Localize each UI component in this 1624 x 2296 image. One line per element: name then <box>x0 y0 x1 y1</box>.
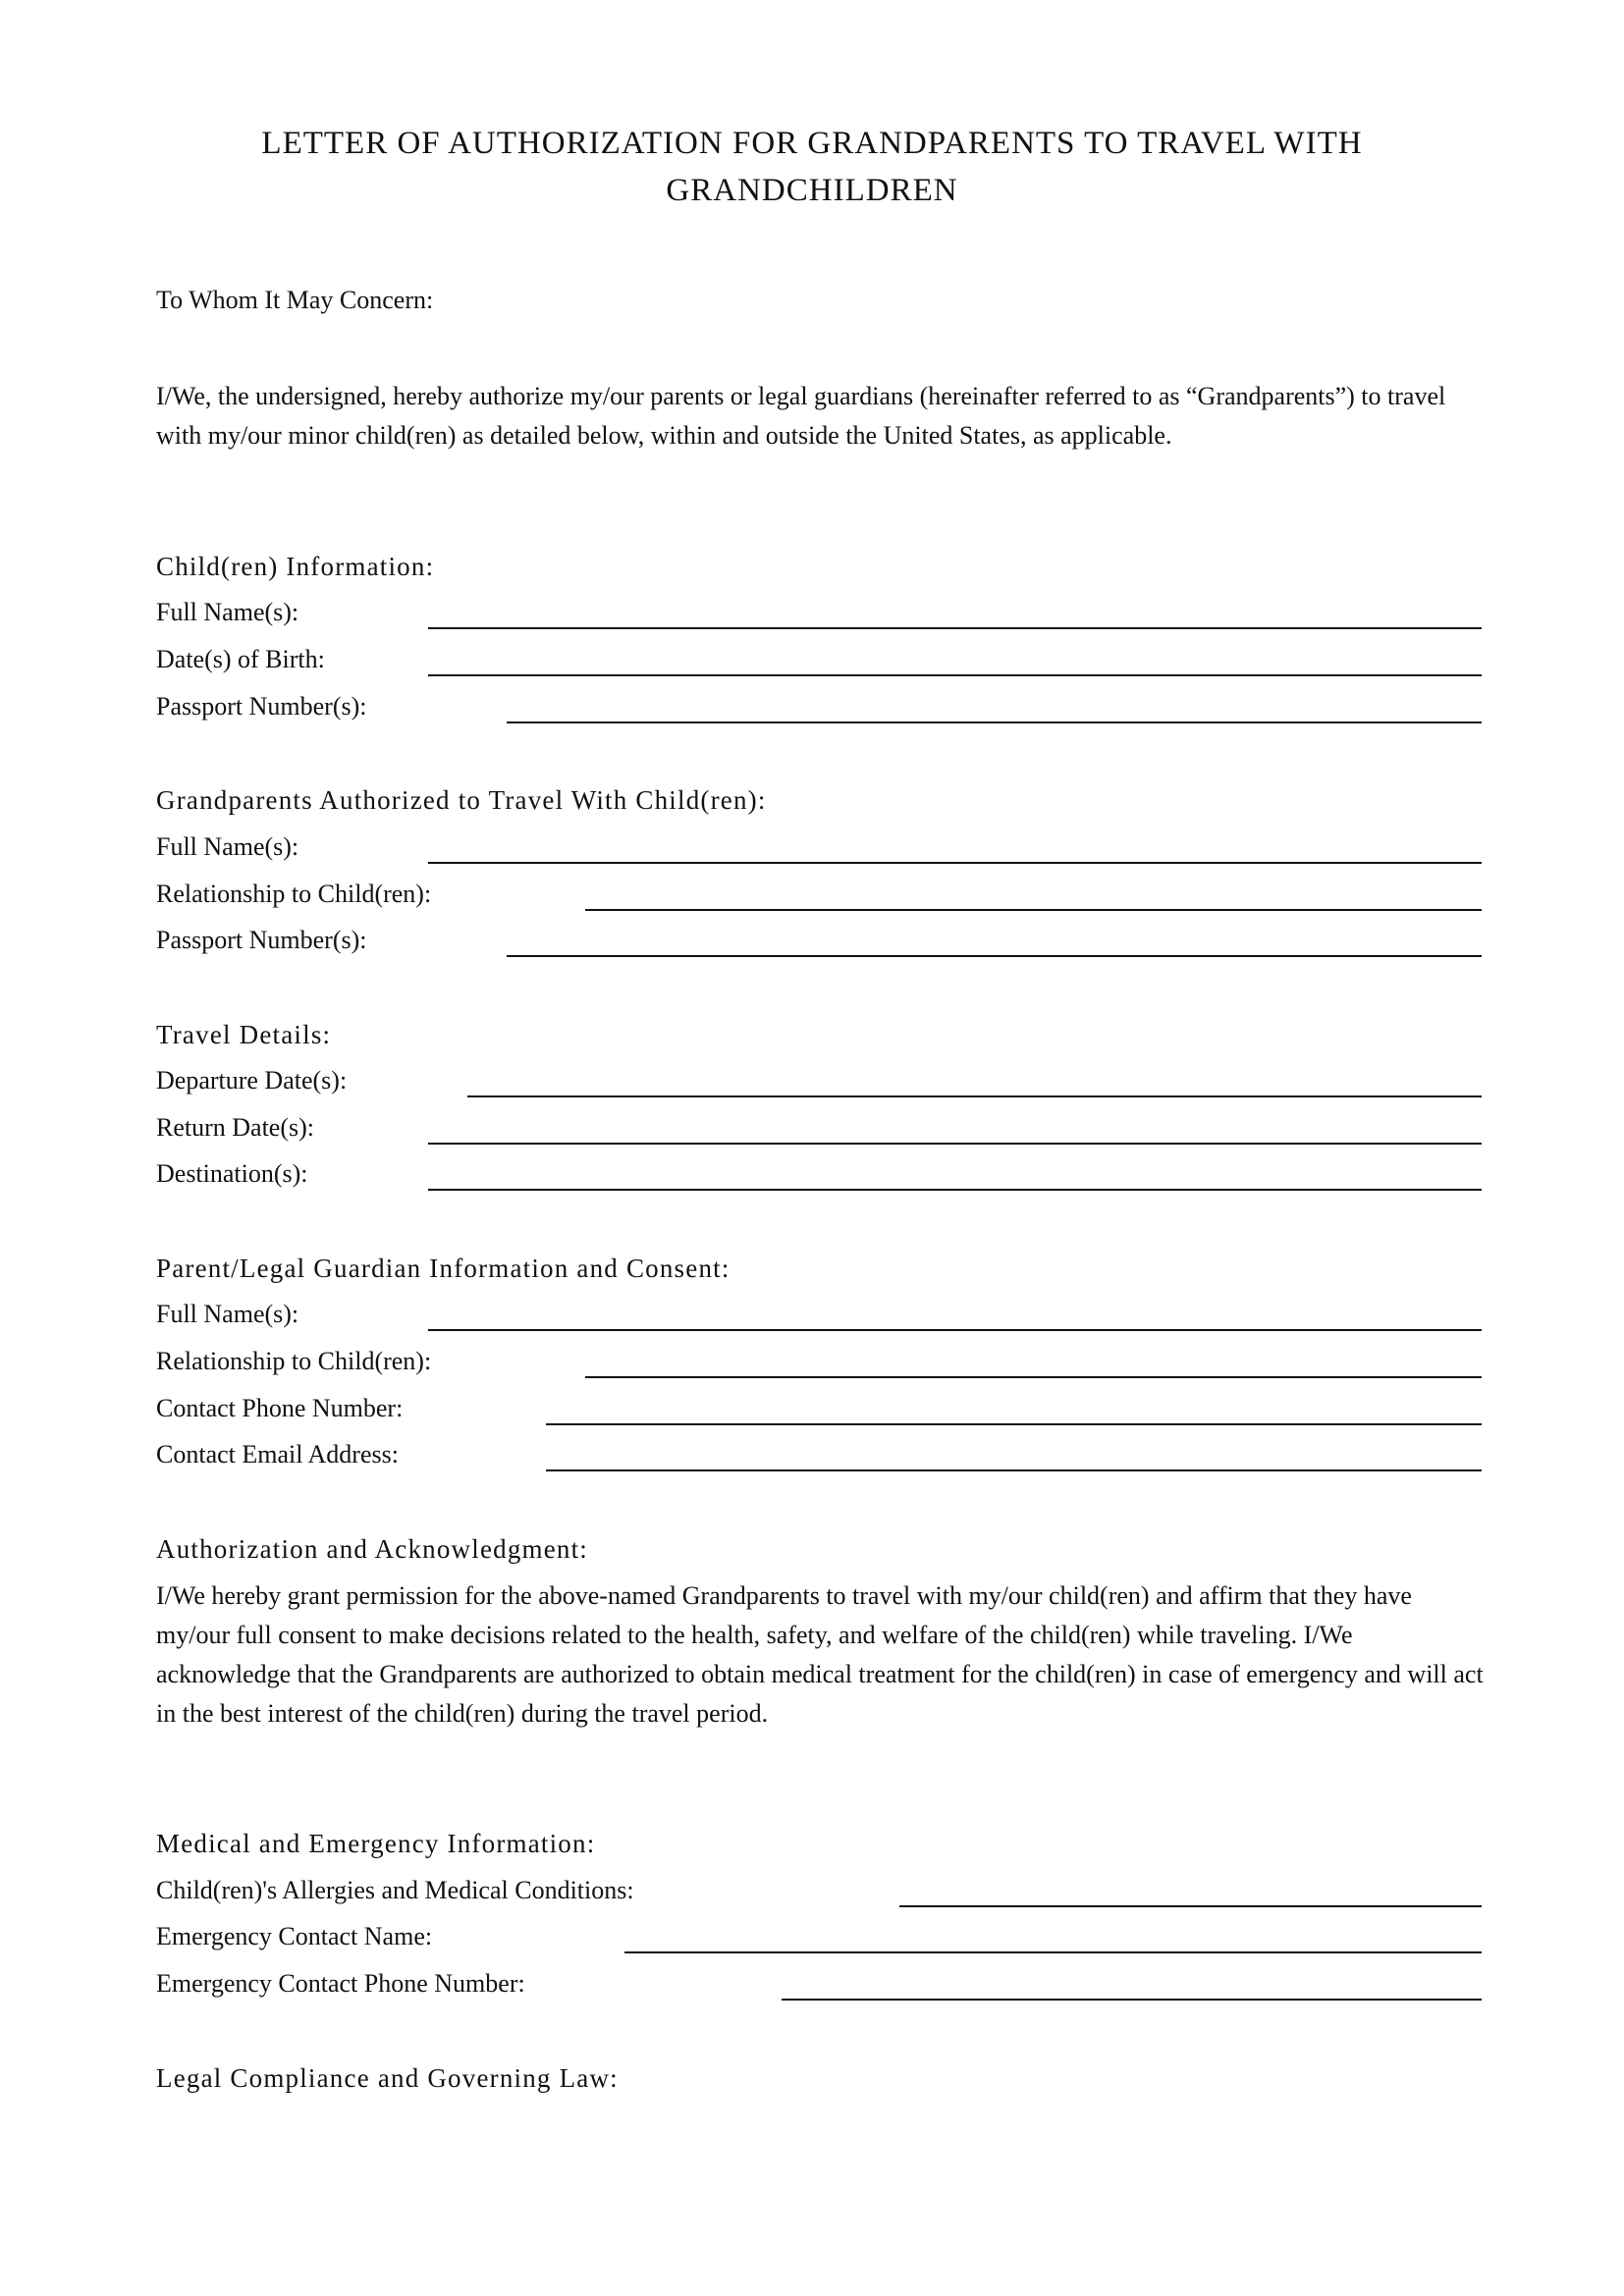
parent-relationship-label: Relationship to Child(ren): <box>156 1347 432 1375</box>
emergency-contact-phone-field[interactable] <box>782 1999 1482 2001</box>
return-date-label: Return Date(s): <box>156 1113 315 1142</box>
medical-section-heading: Medical and Emergency Information: <box>156 1829 596 1858</box>
parent-phone-label: Contact Phone Number: <box>156 1394 404 1422</box>
grandparent-full-name-label: Full Name(s): <box>156 832 299 861</box>
grandparent-passport-field[interactable] <box>507 955 1482 957</box>
departure-date-field[interactable] <box>467 1095 1482 1097</box>
grandparents-section-heading: Grandparents Authorized to Travel With Child(ren): <box>156 785 767 815</box>
title-line-1: LETTER OF AUTHORIZATION FOR GRANDPARENTS TO TRAVEL WITH <box>261 126 1363 161</box>
parent-phone-field[interactable] <box>546 1423 1482 1425</box>
child-passport-label: Passport Number(s): <box>156 692 367 721</box>
allergies-field[interactable] <box>899 1905 1482 1907</box>
destination-label: Destination(s): <box>156 1159 308 1188</box>
child-full-name-label: Full Name(s): <box>156 598 299 626</box>
emergency-contact-name-field[interactable] <box>624 1951 1482 1953</box>
departure-date-label: Departure Date(s): <box>156 1066 348 1095</box>
child-full-name-field[interactable] <box>428 627 1482 629</box>
grandparent-passport-label: Passport Number(s): <box>156 926 367 954</box>
parent-section-heading: Parent/Legal Guardian Information and Consent: <box>156 1254 731 1283</box>
parent-full-name-label: Full Name(s): <box>156 1300 299 1328</box>
destination-field[interactable] <box>428 1189 1482 1191</box>
intro-paragraph: I/We, the undersigned, hereby authorize my/our parents or legal guardians (hereinafter referred to as “Grandparents”) to travel with my/our minor child(ren) as detailed below, within and outside the United States, as applicable. <box>156 382 1446 450</box>
legal-section-heading: Legal Compliance and Governing Law: <box>156 2063 619 2093</box>
grandparent-relationship-label: Relationship to Child(ren): <box>156 880 432 908</box>
parent-full-name-field[interactable] <box>428 1329 1482 1331</box>
emergency-contact-phone-label: Emergency Contact Phone Number: <box>156 1969 525 1998</box>
child-dob-field[interactable] <box>428 674 1482 676</box>
grandparent-relationship-field[interactable] <box>585 909 1482 911</box>
parent-email-label: Contact Email Address: <box>156 1440 399 1468</box>
salutation: To Whom It May Concern: <box>156 286 434 314</box>
emergency-contact-name-label: Emergency Contact Name: <box>156 1922 433 1950</box>
title-line-2: GRANDCHILDREN <box>666 173 958 208</box>
child-dob-label: Date(s) of Birth: <box>156 645 325 673</box>
allergies-label: Child(ren)'s Allergies and Medical Conditions: <box>156 1876 634 1904</box>
travel-section-heading: Travel Details: <box>156 1020 332 1049</box>
authorization-section-heading: Authorization and Acknowledgment: <box>156 1534 589 1564</box>
authorization-paragraph: I/We hereby grant permission for the above-named Grandparents to travel with my/our child(ren) and affirm that they have my/our full consent to make decisions related to the health, safety, and welfare of the child(ren) while traveling. I/We acknowledge that the Grandparents are authorized to obtain medical treatment for the child(ren) in case of emergency and will act in the best interest of the child(ren) during the travel period. <box>156 1581 1484 1728</box>
document-title <box>157 120 1467 214</box>
child-passport-field[interactable] <box>507 721 1482 723</box>
children-section-heading: Child(ren) Information: <box>156 552 435 581</box>
grandparent-full-name-field[interactable] <box>428 862 1482 864</box>
return-date-field[interactable] <box>428 1143 1482 1145</box>
parent-relationship-field[interactable] <box>585 1376 1482 1378</box>
parent-email-field[interactable] <box>546 1469 1482 1471</box>
